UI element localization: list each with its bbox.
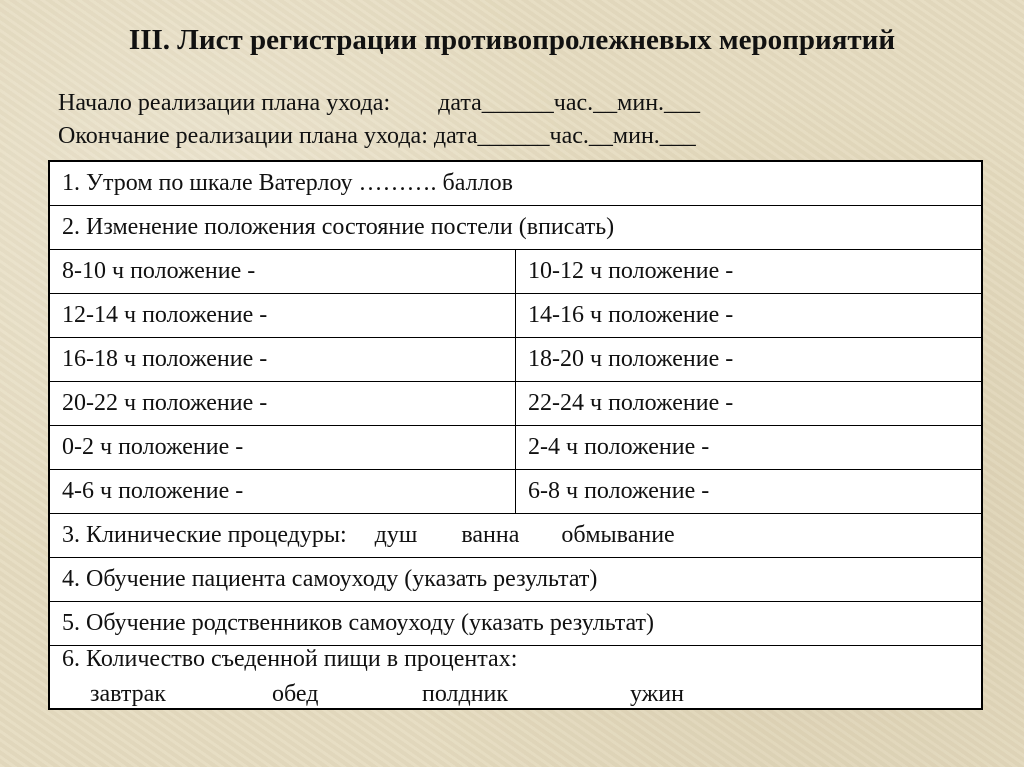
food-amount-label: 6. Количество съеденной пищи в процентах: <box>62 646 518 672</box>
table-row <box>49 426 982 470</box>
page-title: III. Лист регистрации противопролежневых мероприятий <box>128 24 896 56</box>
care-plan-start-label: Начало реализации плана ухода: <box>58 90 391 116</box>
table-row <box>49 558 982 602</box>
waterlow-score-cell[interactable]: 1. Утром по шкале Ватерлоу ………. баллов <box>49 161 982 206</box>
meal-dinner[interactable]: ужин <box>630 681 684 707</box>
table-row <box>49 206 982 250</box>
table-row <box>49 646 982 710</box>
table-row <box>49 338 982 382</box>
position-cell[interactable]: 12-14 ч положение - <box>49 294 516 338</box>
relatives-training-cell[interactable]: 5. Обучение родственников самоуходу (указать результат) <box>49 602 982 646</box>
table-row <box>49 294 982 338</box>
meal-breakfast[interactable]: завтрак <box>90 681 166 707</box>
position-cell[interactable]: 10-12 ч положение - <box>516 250 983 294</box>
care-plan-start-line <box>58 90 700 117</box>
position-cell[interactable]: 6-8 ч положение - <box>516 470 983 514</box>
table-row <box>49 250 982 294</box>
care-plan-end-label: Окончание реализации плана ухода: <box>58 123 428 149</box>
procedure-option-shower[interactable]: душ <box>374 522 418 548</box>
care-plan-end-fields[interactable]: дата______час.__мин.___ <box>433 123 696 149</box>
care-plan-end-line <box>58 123 696 150</box>
position-cell[interactable]: 20-22 ч положение - <box>49 382 516 426</box>
table-row <box>49 161 982 206</box>
registration-table <box>48 160 983 710</box>
position-cell[interactable]: 22-24 ч положение - <box>516 382 983 426</box>
table-row <box>49 514 982 558</box>
care-plan-start-fields[interactable]: дата______час.__мин.___ <box>438 90 701 116</box>
table-row <box>49 382 982 426</box>
meals-row <box>62 681 969 708</box>
bed-position-cell[interactable]: 2. Изменение положения состояние постели (вписать) <box>49 206 982 250</box>
food-amount-cell <box>49 646 982 710</box>
position-cell[interactable]: 0-2 ч положение - <box>49 426 516 470</box>
table-row <box>49 470 982 514</box>
procedures-cell <box>49 514 982 558</box>
procedure-option-washing[interactable]: обмывание <box>561 522 675 548</box>
position-cell[interactable]: 14-16 ч положение - <box>516 294 983 338</box>
position-cell[interactable]: 4-6 ч положение - <box>49 470 516 514</box>
position-cell[interactable]: 2-4 ч положение - <box>516 426 983 470</box>
position-cell[interactable]: 18-20 ч положение - <box>516 338 983 382</box>
procedure-option-bath[interactable]: ванна <box>461 522 520 548</box>
meal-lunch[interactable]: обед <box>272 681 319 707</box>
procedures-label: 3. Клинические процедуры: <box>62 522 347 548</box>
patient-training-cell[interactable]: 4. Обучение пациента самоуходу (указать результат) <box>49 558 982 602</box>
table-row <box>49 602 982 646</box>
position-cell[interactable]: 8-10 ч положение - <box>49 250 516 294</box>
meal-afternoon-snack[interactable]: полдник <box>422 681 509 707</box>
position-cell[interactable]: 16-18 ч положение - <box>49 338 516 382</box>
